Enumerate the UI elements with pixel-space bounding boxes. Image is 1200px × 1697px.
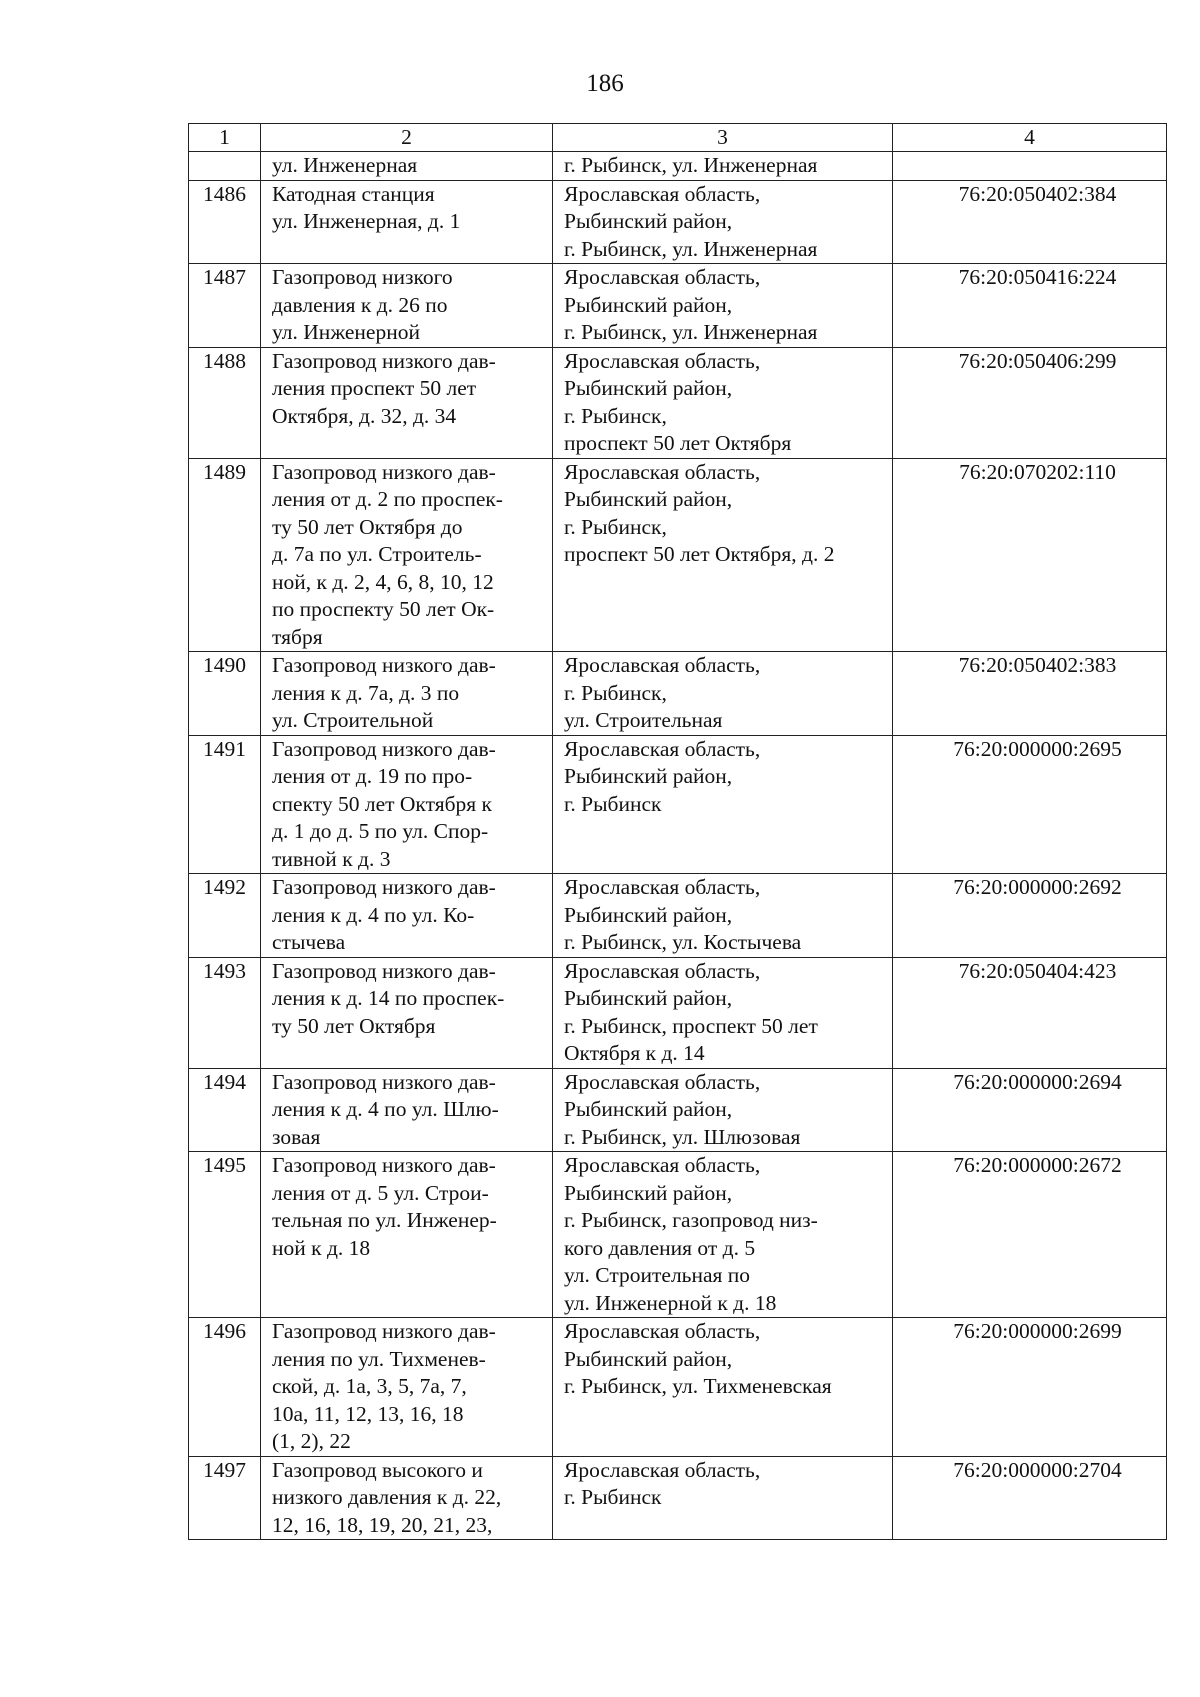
row-number-cell: 1495: [189, 1152, 261, 1318]
row-number-cell: 1486: [189, 180, 261, 264]
table-row: [189, 264, 1167, 348]
table-row: [189, 1318, 1167, 1457]
address-cell: Ярославская область, Рыбинский район, г. Рыбинск, проспект 50 лет Октября: [553, 347, 893, 458]
cadastral-number-cell: 76:20:000000:2699: [893, 1318, 1167, 1457]
object-name-cell: Катодная станция ул. Инженерная, д. 1: [261, 180, 553, 264]
address-cell: Ярославская область, Рыбинский район, г. Рыбинск, газопровод низ- кого давления от д. 5 ул. Строительная по ул. Инженерной к д. 18: [553, 1152, 893, 1318]
object-name-cell: Газопровод низкого дав- ления от д. 5 ул. Строи- тельная по ул. Инженер- ной к д. 18: [261, 1152, 553, 1318]
column-header-2: 2: [261, 124, 553, 152]
object-name-cell: Газопровод низкого дав- ления к д. 4 по ул. Шлю- зовая: [261, 1068, 553, 1152]
column-header-4: 4: [893, 124, 1167, 152]
object-name-cell: ул. Инженерная: [261, 152, 553, 181]
row-number-cell: 1489: [189, 458, 261, 652]
address-cell: Ярославская область, Рыбинский район, г. Рыбинск, проспект 50 лет Октября, д. 2: [553, 458, 893, 652]
row-number-cell: 1496: [189, 1318, 261, 1457]
address-cell: Ярославская область, г. Рыбинск: [553, 1456, 893, 1540]
address-cell: Ярославская область, Рыбинский район, г. Рыбинск, ул. Инженерная: [553, 264, 893, 348]
column-header-1: 1: [189, 124, 261, 152]
row-number-cell: 1497: [189, 1456, 261, 1540]
cadastral-number-cell: 76:20:050404:423: [893, 957, 1167, 1068]
address-cell: Ярославская область, Рыбинский район, г. Рыбинск: [553, 735, 893, 874]
object-name-cell: Газопровод низкого дав- ления к д. 14 по проспек- ту 50 лет Октября: [261, 957, 553, 1068]
table-header-row: [189, 124, 1167, 152]
table-row: [189, 458, 1167, 652]
cadastral-number-cell: 76:20:000000:2694: [893, 1068, 1167, 1152]
address-cell: Ярославская область, Рыбинский район, г. Рыбинск, проспект 50 лет Октября к д. 14: [553, 957, 893, 1068]
object-name-cell: Газопровод низкого дав- ления к д. 4 по ул. Ко- стычева: [261, 874, 553, 958]
cadastral-number-cell: 76:20:000000:2672: [893, 1152, 1167, 1318]
address-cell: Ярославская область, г. Рыбинск, ул. Строительная: [553, 652, 893, 736]
table-row: [189, 957, 1167, 1068]
row-number-cell: 1488: [189, 347, 261, 458]
table-row: [189, 735, 1167, 874]
cadastral-number-cell: 76:20:050402:383: [893, 652, 1167, 736]
row-number-cell: 1487: [189, 264, 261, 348]
address-cell: г. Рыбинск, ул. Инженерная: [553, 152, 893, 181]
cadastral-number-cell: 76:20:000000:2692: [893, 874, 1167, 958]
cadastral-number-cell: 76:20:000000:2695: [893, 735, 1167, 874]
object-name-cell: Газопровод низкого дав- ления проспект 50 лет Октября, д. 32, д. 34: [261, 347, 553, 458]
row-number-cell: 1492: [189, 874, 261, 958]
row-number-cell: 1491: [189, 735, 261, 874]
column-header-3: 3: [553, 124, 893, 152]
object-name-cell: Газопровод низкого дав- ления по ул. Тихменев- ской, д. 1а, 3, 5, 7а, 7, 10а, 11, 12, 13, 16, 18 (1, 2), 22: [261, 1318, 553, 1457]
object-name-cell: Газопровод низкого дав- ления от д. 2 по проспек- ту 50 лет Октября до д. 7а по ул. Строитель- ной, к д. 2, 4, 6, 8, 10, 12 по проспекту 50 лет Ок- тября: [261, 458, 553, 652]
table-row: [189, 874, 1167, 958]
table-row: [189, 652, 1167, 736]
cadastral-number-cell: 76:20:050416:224: [893, 264, 1167, 348]
address-cell: Ярославская область, Рыбинский район, г. Рыбинск, ул. Инженерная: [553, 180, 893, 264]
table-row: [189, 1152, 1167, 1318]
table-row: [189, 1068, 1167, 1152]
cadastral-number-cell: 76:20:070202:110: [893, 458, 1167, 652]
page-number: 186: [586, 70, 624, 97]
table-row: [189, 152, 1167, 181]
row-number-cell: 1494: [189, 1068, 261, 1152]
object-name-cell: Газопровод низкого давления к д. 26 по ул. Инженерной: [261, 264, 553, 348]
table-row: [189, 347, 1167, 458]
table-row: [189, 180, 1167, 264]
row-number-cell: 1490: [189, 652, 261, 736]
row-number-cell: [189, 152, 261, 181]
address-cell: Ярославская область, Рыбинский район, г. Рыбинск, ул. Костычева: [553, 874, 893, 958]
registry-table: [188, 123, 1167, 1540]
cadastral-number-cell: [893, 152, 1167, 181]
row-number-cell: 1493: [189, 957, 261, 1068]
object-name-cell: Газопровод низкого дав- ления к д. 7а, д. 3 по ул. Строительной: [261, 652, 553, 736]
table-row: [189, 1456, 1167, 1540]
object-name-cell: Газопровод низкого дав- ления от д. 19 по про- спекту 50 лет Октября к д. 1 до д. 5 по ул. Спор- тивной к д. 3: [261, 735, 553, 874]
address-cell: Ярославская область, Рыбинский район, г. Рыбинск, ул. Шлюзовая: [553, 1068, 893, 1152]
address-cell: Ярославская область, Рыбинский район, г. Рыбинск, ул. Тихменевская: [553, 1318, 893, 1457]
cadastral-number-cell: 76:20:000000:2704: [893, 1456, 1167, 1540]
cadastral-number-cell: 76:20:050406:299: [893, 347, 1167, 458]
object-name-cell: Газопровод высокого и низкого давления к д. 22, 12, 16, 18, 19, 20, 21, 23,: [261, 1456, 553, 1540]
cadastral-number-cell: 76:20:050402:384: [893, 180, 1167, 264]
